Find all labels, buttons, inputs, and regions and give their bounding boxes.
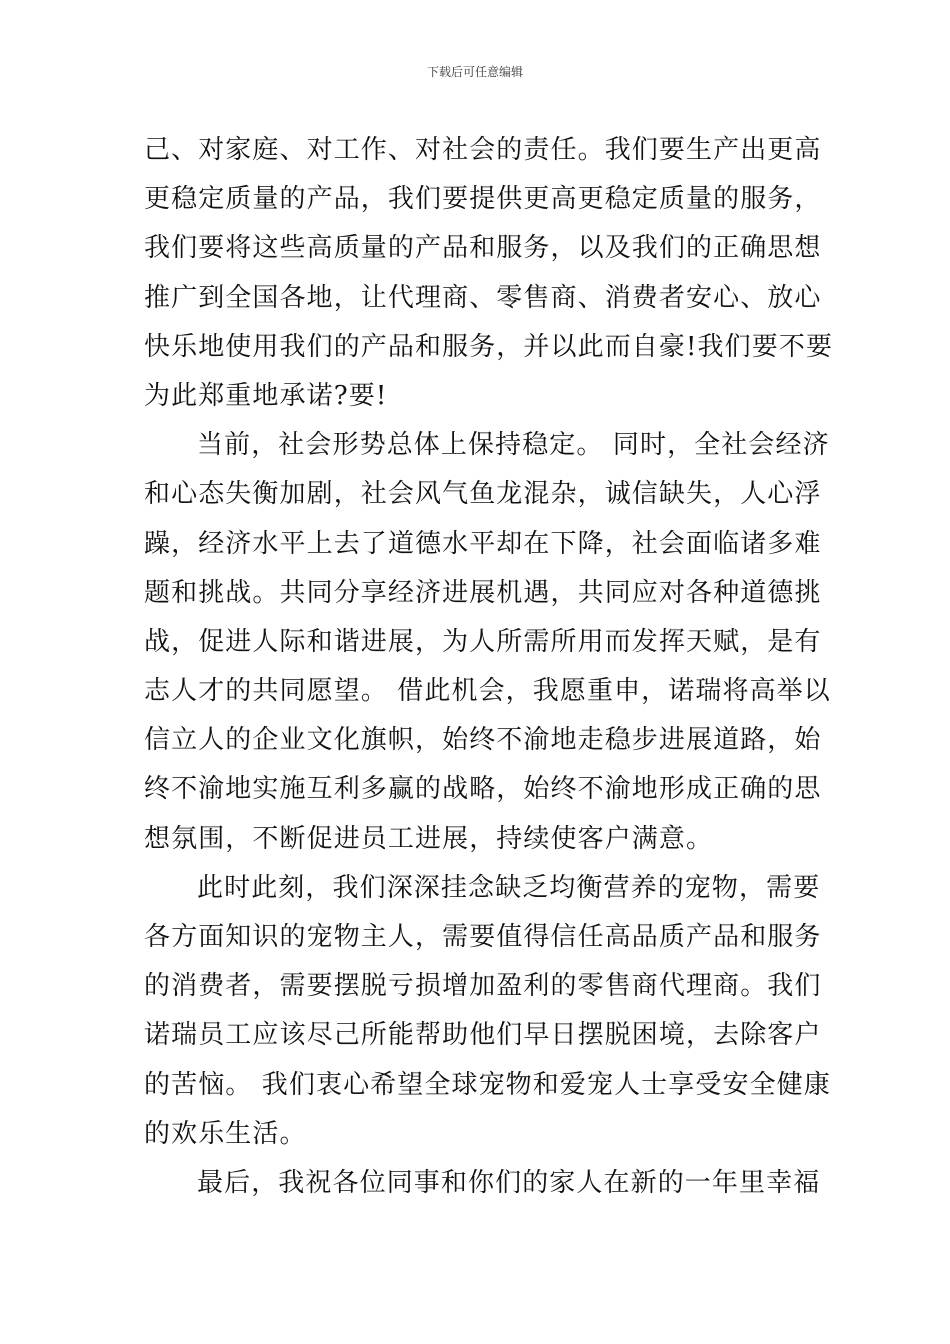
text-line: 信立人的企业文化旗帜，始终不渝地走稳步进展道路，始 [144,725,822,756]
text-line: 题和挑战。共同分享经济进展机遇，共同应对各种道德挑 [144,577,822,608]
text-line: 的欢乐生活。 [144,1118,307,1149]
text-line: 想氛围，不断促进员工进展，持续使客户满意。 [144,823,714,854]
paragraph [144,864,831,1159]
text-line: 此时此刻，我们深深挂念缺乏均衡营养的宠物，需要 [197,872,821,903]
text-line: 诺瑞员工应该尽己所能帮助他们早日摆脱困境，去除客户 [144,1020,822,1051]
text-line: 的消费者，需要摆脱亏损增加盈利的零售商代理商。我们 [144,971,822,1002]
text-line: 当前，社会形势总体上保持稳定。 同时，全社会经济 [197,430,830,461]
text-line: 躁，经济水平上去了道德水平却在下降，社会面临诸多难 [144,528,822,559]
text-line: 己、对家庭、对工作、对社会的责任。我们要生产出更高 [144,135,822,165]
text-line: 更稳定质量的产品，我们要提供更高更稳定质量的服务， [144,184,822,215]
text-line: 最后，我祝各位同事和你们的家人在新的一年里幸福 [197,1167,821,1198]
text-line: 为此郑重地承诺?要! [144,380,388,411]
document-body [144,126,834,1208]
paragraph [144,1159,821,1208]
text-line: 志人才的共同愿望。 借此机会，我愿重申，诺瑞将高举以 [144,676,831,707]
text-line: 我们要将这些高质量的产品和服务，以及我们的正确思想 [144,233,822,264]
text-line: 快乐地使用我们的产品和服务，并以此而自豪!我们要不要 [144,331,834,362]
text-line: 各方面知识的宠物主人，需要值得信任高品质产品和服务 [144,922,822,952]
text-line: 战，促进人际和谐进展，为人所需所用而发挥天赋，是有 [144,626,822,657]
text-line: 的苦恼。 我们衷心希望全球宠物和爱宠人士享受安全健康 [144,1069,831,1100]
text-line: 推广到全国各地，让代理商、零售商、消费者安心、放心 [144,282,822,313]
page-header: 下载后可任意编辑 [426,65,523,79]
paragraph [144,126,834,421]
paragraph [144,421,831,864]
text-line: 和心态失衡加剧，社会风气鱼龙混杂，诚信缺失，人心浮 [144,479,822,510]
text-line: 终不渝地实施互利多赢的战略，始终不渝地形成正确的思 [144,774,822,805]
